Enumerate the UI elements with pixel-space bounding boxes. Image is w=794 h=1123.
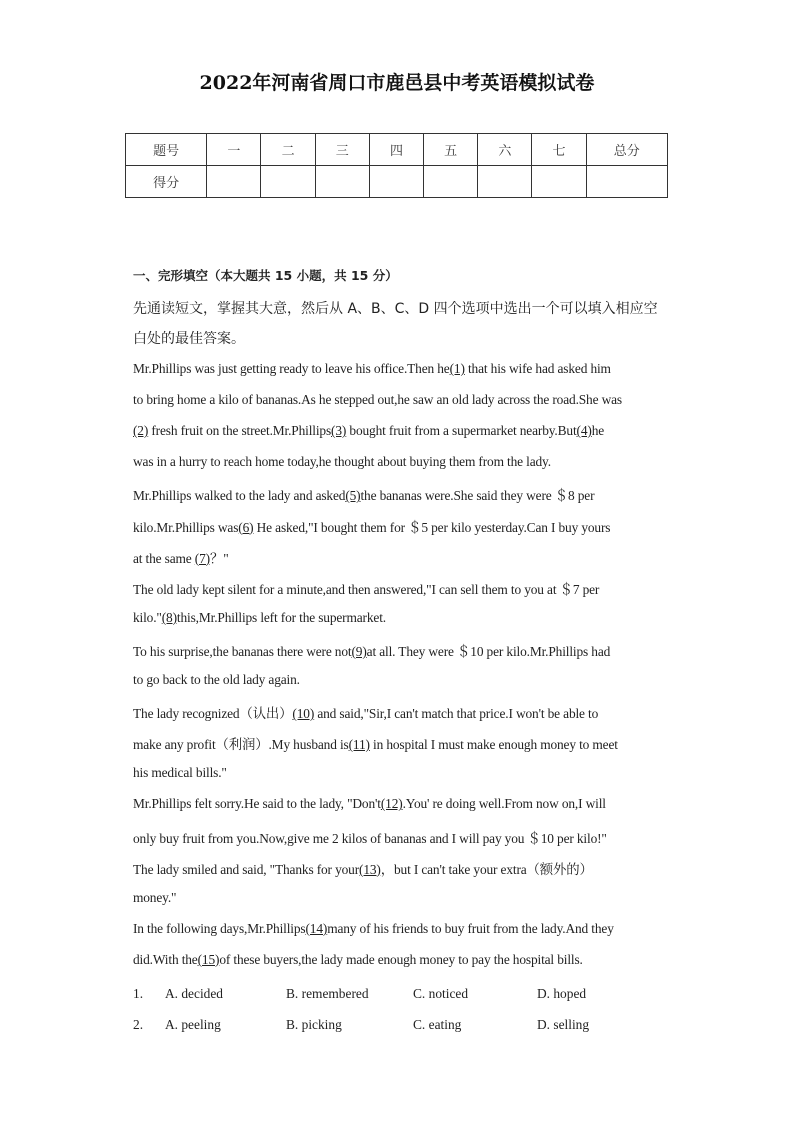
passage-text: ，but I can't take your extra（额外的） [380, 861, 593, 877]
answer-option: D. hoped [537, 986, 587, 1001]
passage-line [133, 423, 663, 439]
answer-option: A. decided [165, 986, 224, 1001]
passage-text: did.With the [133, 951, 198, 967]
passage-text: money." [133, 889, 177, 905]
score-table [125, 133, 668, 198]
passage-line [133, 610, 663, 626]
passage-text: Mr.Phillips walked to the lady and asked [133, 488, 346, 504]
passage-text: the bananas were.She said they were ＄8 per [360, 488, 595, 504]
passage-line [133, 890, 663, 906]
score-header-cell: 二 [261, 134, 315, 166]
score-header-cell: 题号 [126, 134, 207, 166]
passage-text: fresh fruit on the street.Mr.Phillips [148, 423, 332, 439]
blank-number: (13) [359, 861, 381, 877]
passage-text: his medical bills." [133, 765, 227, 781]
answer-option: B. remembered [286, 986, 369, 1001]
passage-text: ？" [209, 550, 229, 566]
passage-text: In the following days,Mr.Phillips [133, 920, 306, 936]
answer-option: A. peeling [165, 1017, 221, 1032]
passage-text: The old lady kept silent for a minute,and then answered,"I can sell them to you at ＄7 per [133, 581, 600, 597]
passage-text: many of his friends to buy fruit from the lady.And they [327, 920, 614, 936]
passage-text: at the same [133, 550, 195, 566]
passage-line [133, 859, 663, 878]
section-instruction-line: 白处的最佳答案。 [133, 331, 245, 347]
score-header-cell: 六 [478, 134, 532, 166]
passage-text: and said,"Sir,I can't match that price.I won't be able to [314, 706, 599, 722]
passage-text: Mr.Phillips was just getting ready to leave his office.Then he [133, 361, 450, 376]
score-header-cell: 七 [532, 134, 586, 166]
answer-option: D. selling [537, 1017, 590, 1032]
score-cell [315, 166, 369, 198]
passage-line [133, 952, 663, 968]
passage-line [133, 796, 663, 812]
blank-number: (1) [449, 361, 465, 376]
passage-line [133, 734, 663, 753]
passage-text: only buy fruit from you.Now,give me 2 kilos of bananas and I will pay you ＄10 per kilo!" [133, 830, 607, 846]
passage-text: make any profit（利润）.My husband is [133, 737, 349, 753]
score-header-cell: 三 [315, 134, 369, 166]
page-title: 2022年河南省周口市鹿邑县中考英语模拟试卷 [199, 72, 595, 94]
score-header-cell: 一 [207, 134, 261, 166]
passage-line [133, 828, 663, 847]
passage-text: this,Mr.Phillips left for the supermarket. [176, 609, 386, 625]
passage-text: .You' re doing well.From now on,I will [402, 796, 606, 812]
blank-number: (3) [331, 423, 347, 439]
passage-line [133, 703, 663, 722]
score-cell [532, 166, 586, 198]
passage-line [133, 641, 663, 660]
passage-text: at all. They were ＄10 per kilo.Mr.Phillips had [366, 643, 611, 659]
answer-option: C. eating [413, 1017, 462, 1032]
blank-number: (12) [380, 796, 403, 812]
score-cell [478, 166, 532, 198]
passage-line [133, 454, 663, 470]
passage-text: To his surprise,the bananas there were not [133, 643, 352, 659]
passage-text: The lady smiled and said, "Thanks for your [133, 861, 360, 877]
answer-option: C. noticed [413, 986, 469, 1001]
passage-text: he [591, 423, 605, 439]
passage-text: He asked,"I bought them for ＄5 per kilo yesterday.Can I buy yours [253, 519, 611, 535]
blank-number: (7) [194, 550, 210, 566]
score-cell [261, 166, 315, 198]
passage-text: that his wife had asked him [464, 361, 611, 376]
passage-text: to bring home a kilo of bananas.As he stepped out,he saw an old lady across the road.She was [133, 392, 622, 408]
passage-line [133, 361, 663, 377]
passage-text: bought fruit from a supermarket nearby.But [346, 423, 577, 439]
passage-text: was in a hurry to reach home today,he thought about buying them from the lady. [133, 454, 551, 470]
passage-text: kilo.Mr.Phillips was [133, 519, 239, 535]
passage-line [133, 672, 663, 688]
passage-line [133, 392, 663, 408]
blank-number: (10) [292, 706, 315, 722]
passage-line [133, 485, 663, 504]
section-heading: 一、完形填空（本大题共 15 小题，共 15 分） [133, 268, 398, 283]
blank-number: (9) [351, 643, 367, 659]
question-number: 2. [133, 1017, 144, 1032]
score-cell [369, 166, 423, 198]
blank-number: (11) [348, 737, 370, 753]
blank-number: (6) [238, 519, 254, 535]
passage-line [133, 517, 663, 536]
section-instruction-line: 先通读短文，掌握其大意，然后从 A、B、C、D 四个选项中选出一个可以填入相应空 [133, 301, 658, 317]
score-row-label: 得分 [126, 166, 207, 198]
passage-text: Mr.Phillips felt sorry.He said to the lady, "Don't [133, 796, 381, 812]
blank-number: (2) [133, 423, 149, 439]
blank-number: (4) [576, 423, 592, 439]
passage-line [133, 579, 663, 598]
blank-number: (8) [161, 609, 177, 625]
passage-text: of these buyers,the lady made enough money to pay the hospital bills. [219, 951, 583, 967]
passage-text: to go back to the old lady again. [133, 672, 300, 687]
passage-line [133, 765, 663, 781]
passage-text: kilo." [133, 609, 162, 625]
blank-number: (14) [305, 920, 328, 936]
score-cell [424, 166, 478, 198]
score-table-header-row [126, 134, 668, 166]
passage-line [133, 921, 663, 937]
passage-line [133, 548, 663, 567]
score-cell [207, 166, 261, 198]
score-cell [586, 166, 667, 198]
blank-number: (5) [345, 488, 361, 504]
question-number: 1. [133, 986, 144, 1001]
passage-text: in hospital I must make enough money to meet [369, 737, 618, 753]
answer-option: B. picking [286, 1017, 342, 1032]
score-table-score-row [126, 166, 668, 198]
score-header-cell: 五 [424, 134, 478, 166]
passage-text: The lady recognized（认出） [133, 706, 293, 722]
blank-number: (15) [197, 951, 220, 967]
score-header-cell: 四 [369, 134, 423, 166]
score-header-cell: 总分 [586, 134, 667, 166]
